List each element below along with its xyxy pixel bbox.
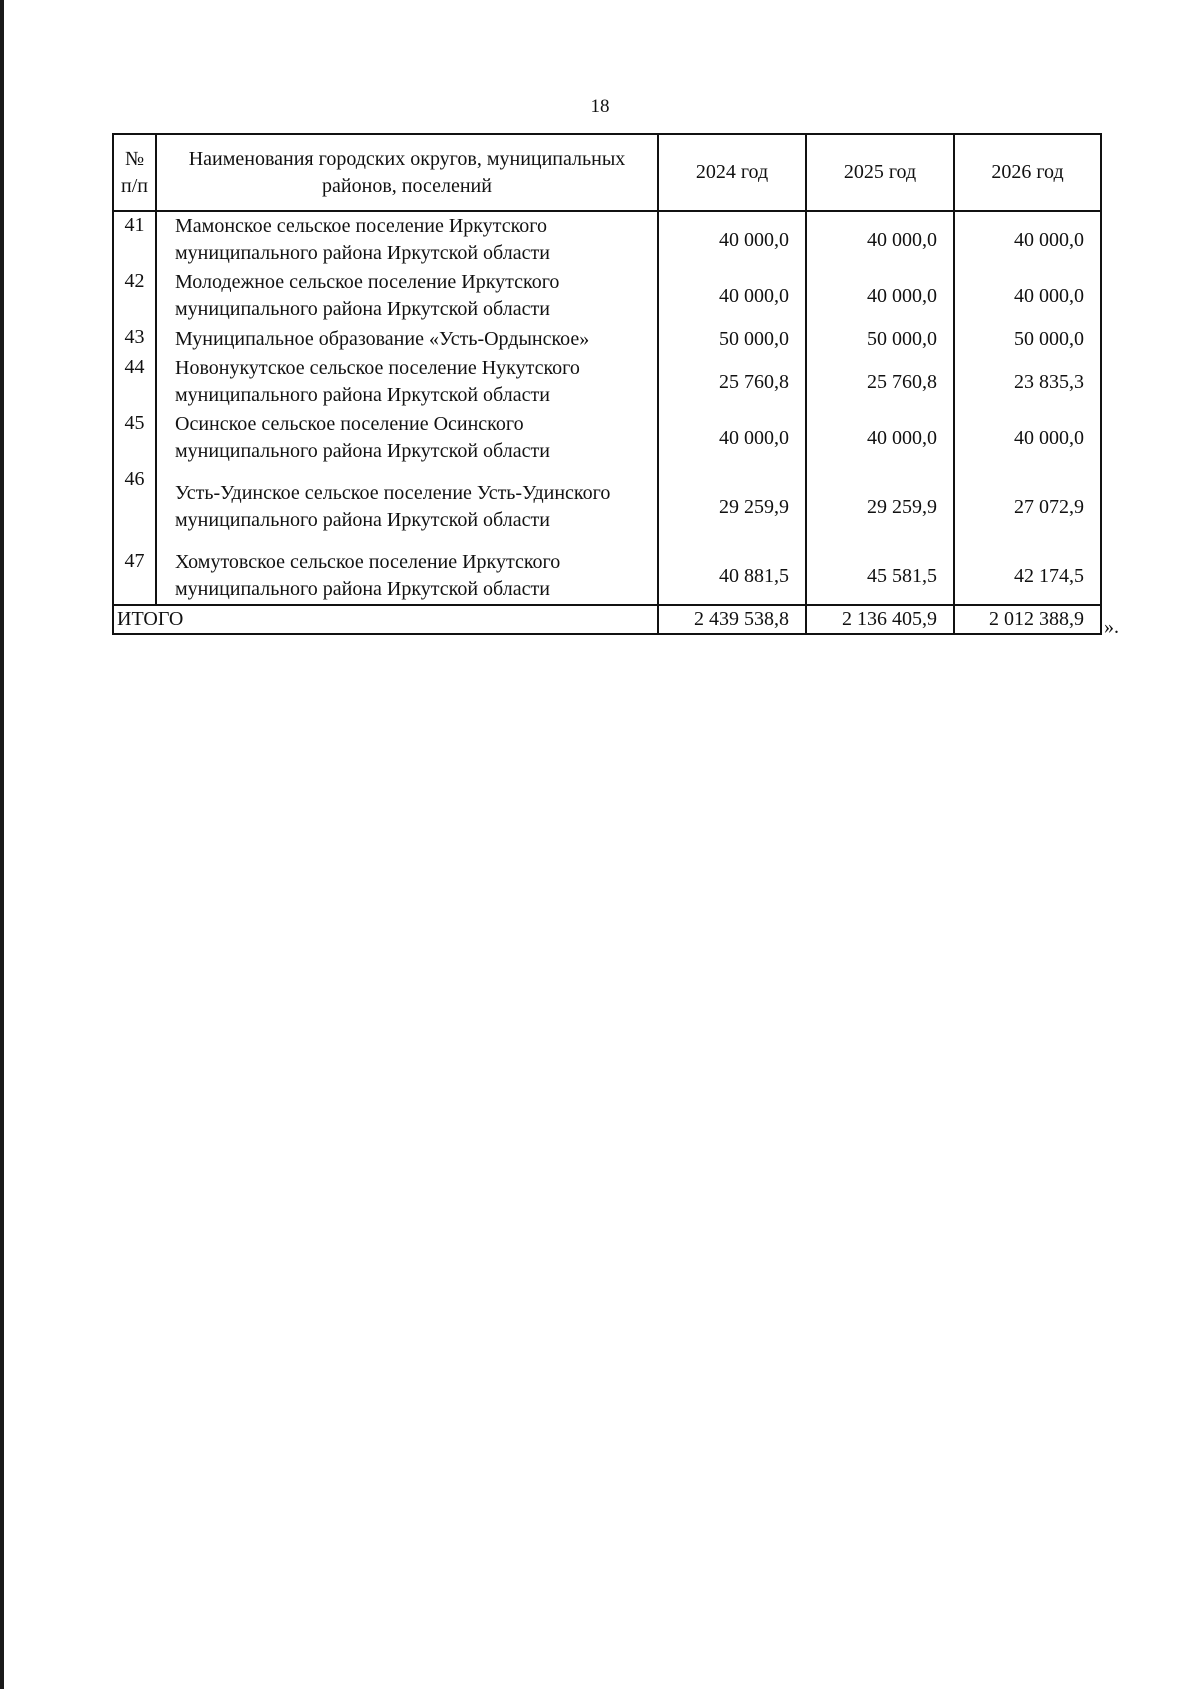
row-name: Осинское сельское поселение Осинского муниципального района Иркутской области bbox=[156, 410, 658, 466]
row-value-2025: 40 000,0 bbox=[806, 211, 954, 268]
row-name: Молодежное сельское поселение Иркутского муниципального района Иркутской области bbox=[156, 268, 658, 324]
scan-edge-line bbox=[0, 0, 4, 1689]
row-value-2026: 40 000,0 bbox=[954, 410, 1101, 466]
row-value-2024: 40 000,0 bbox=[658, 211, 806, 268]
table-row bbox=[113, 324, 1101, 354]
row-value-2024: 40 881,5 bbox=[658, 548, 806, 605]
table-row bbox=[113, 548, 1101, 605]
row-name: Мамонское сельское поселение Иркутского муниципального района Иркутской области bbox=[156, 211, 658, 268]
total-value-2026: 2 012 388,9 bbox=[954, 605, 1101, 634]
row-number: 43 bbox=[113, 324, 156, 354]
table-row bbox=[113, 268, 1101, 324]
row-number: 44 bbox=[113, 354, 156, 410]
row-value-2025: 40 000,0 bbox=[806, 410, 954, 466]
table-total-row bbox=[113, 605, 1101, 634]
row-name: Хомутовское сельское поселение Иркутского муниципального района Иркутской области bbox=[156, 548, 658, 605]
row-name: Усть-Удинское сельское поселение Усть-Удинского муниципального района Иркутской области bbox=[156, 466, 658, 548]
table-row bbox=[113, 211, 1101, 268]
page-number: 18 bbox=[590, 96, 610, 117]
header-2026: 2026 год bbox=[954, 134, 1101, 211]
row-name: Муниципальное образование «Усть-Ордынское» bbox=[156, 324, 658, 354]
row-value-2026: 40 000,0 bbox=[954, 268, 1101, 324]
row-value-2024: 40 000,0 bbox=[658, 268, 806, 324]
row-number: 45 bbox=[113, 410, 156, 466]
header-num: № п/п bbox=[113, 134, 156, 211]
row-value-2024: 25 760,8 bbox=[658, 354, 806, 410]
row-value-2024: 29 259,9 bbox=[658, 466, 806, 548]
row-number: 42 bbox=[113, 268, 156, 324]
table-header-row bbox=[113, 134, 1101, 211]
row-value-2026: 27 072,9 bbox=[954, 466, 1101, 548]
budget-table bbox=[112, 133, 1102, 635]
row-number: 41 bbox=[113, 211, 156, 268]
row-value-2026: 50 000,0 bbox=[954, 324, 1101, 354]
row-value-2025: 50 000,0 bbox=[806, 324, 954, 354]
row-value-2025: 45 581,5 bbox=[806, 548, 954, 605]
row-name: Новонукутское сельское поселение Нукутского муниципального района Иркутской области bbox=[156, 354, 658, 410]
closing-quote-mark: ». bbox=[1104, 616, 1119, 638]
total-value-2025: 2 136 405,9 bbox=[806, 605, 954, 634]
total-value-2024: 2 439 538,8 bbox=[658, 605, 806, 634]
row-value-2025: 29 259,9 bbox=[806, 466, 954, 548]
total-label: ИТОГО bbox=[113, 605, 658, 634]
row-number: 46 bbox=[113, 466, 156, 548]
table-row bbox=[113, 354, 1101, 410]
header-2025: 2025 год bbox=[806, 134, 954, 211]
row-number: 47 bbox=[113, 548, 156, 605]
table-row bbox=[113, 410, 1101, 466]
row-value-2024: 40 000,0 bbox=[658, 410, 806, 466]
row-value-2026: 40 000,0 bbox=[954, 211, 1101, 268]
row-value-2025: 40 000,0 bbox=[806, 268, 954, 324]
header-2024: 2024 год bbox=[658, 134, 806, 211]
row-value-2026: 23 835,3 bbox=[954, 354, 1101, 410]
table-row bbox=[113, 466, 1101, 548]
row-value-2026: 42 174,5 bbox=[954, 548, 1101, 605]
row-value-2025: 25 760,8 bbox=[806, 354, 954, 410]
row-value-2024: 50 000,0 bbox=[658, 324, 806, 354]
header-name: Наименования городских округов, муниципальных районов, поселений bbox=[156, 134, 658, 211]
